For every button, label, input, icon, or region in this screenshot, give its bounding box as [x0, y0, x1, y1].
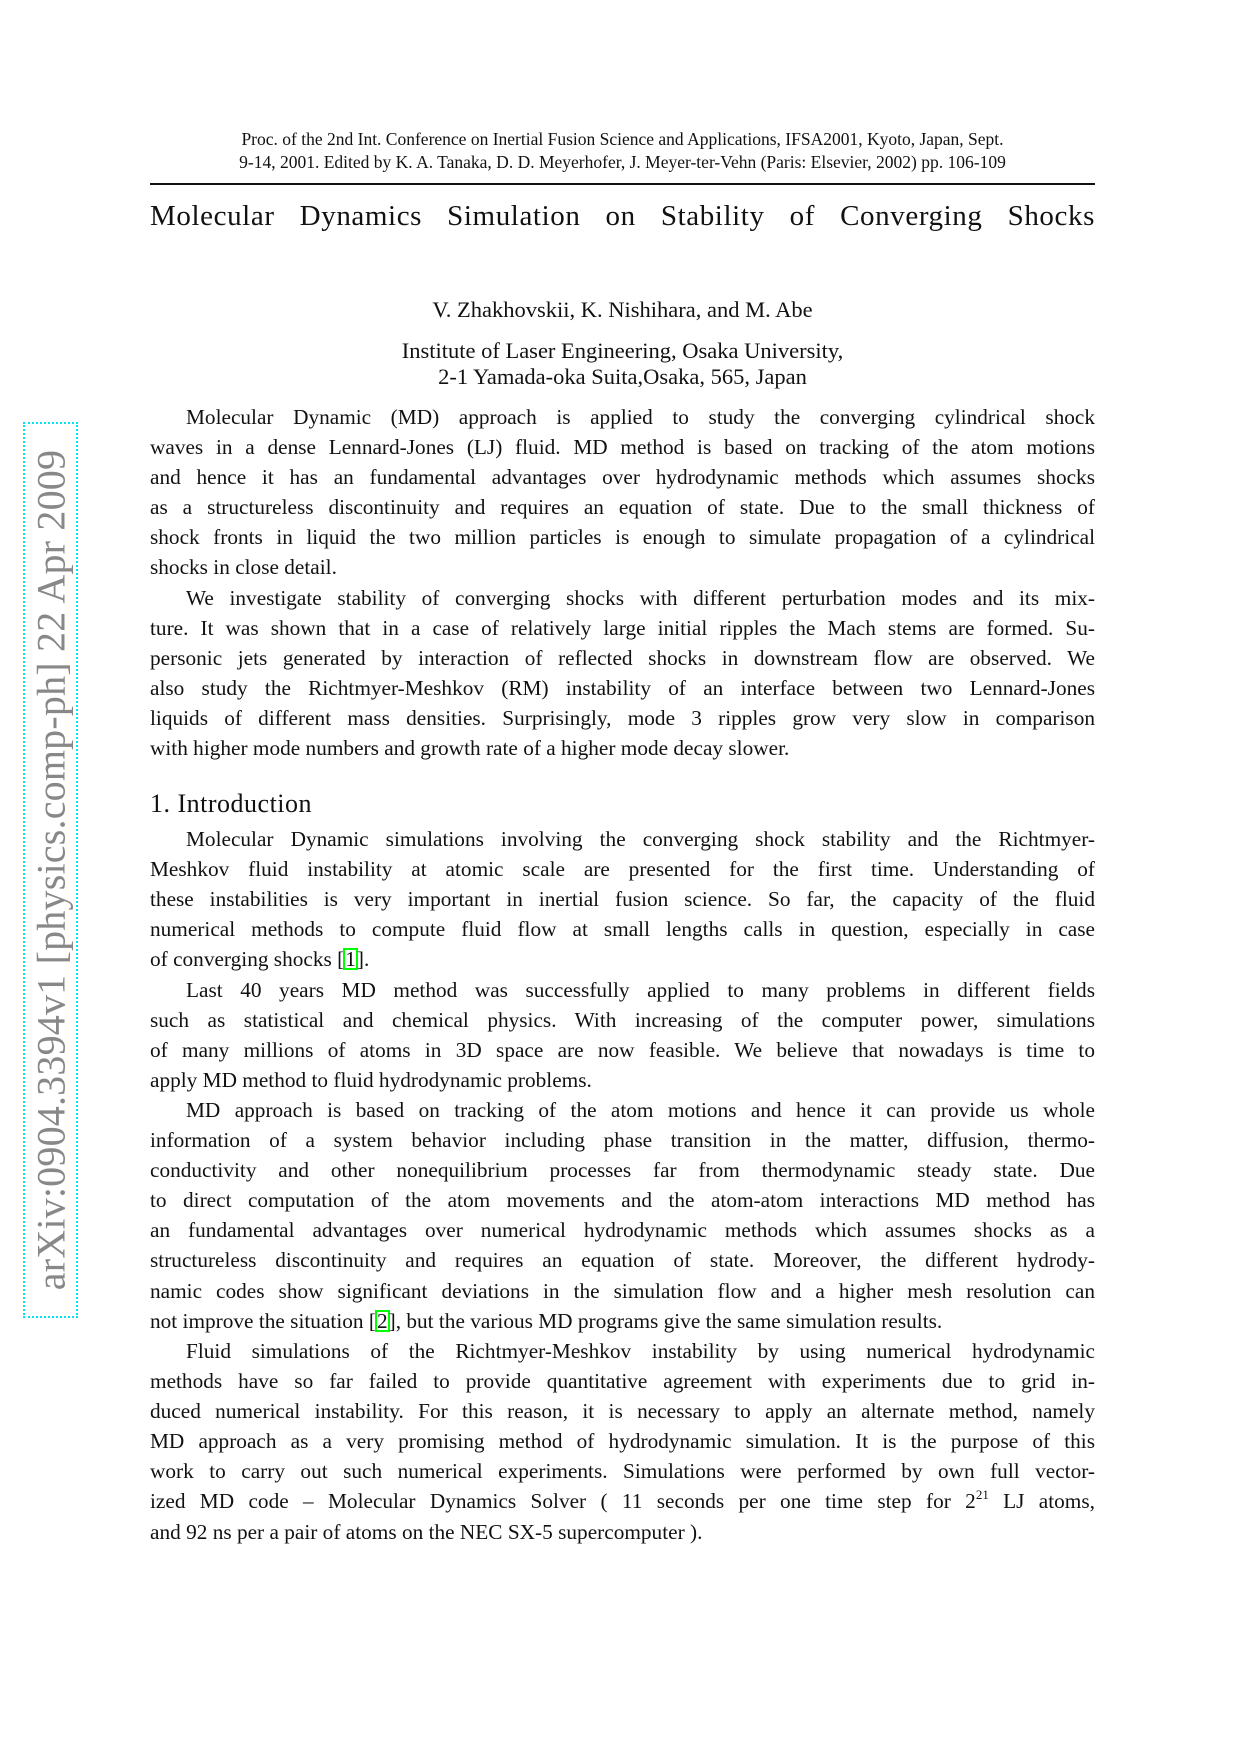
- text-fragment: not improve the situation [: [150, 1308, 376, 1333]
- text-line: waves in a dense Lennard-Jones (LJ) fluid. MD method is based on tracking of the atom motions: [150, 435, 1095, 460]
- section-heading-introduction: [150, 787, 312, 821]
- intro-paragraph-1: [150, 824, 1095, 974]
- text-fragment: of converging shocks [: [150, 947, 345, 972]
- citation-link-1[interactable]: 1: [345, 947, 356, 972]
- text-line: numerical methods to compute fluid flow at small lengths calls in question, especially in case: [150, 917, 1095, 942]
- text-line: of many millions of atoms in 3D space are now feasible. We believe that nowadays is time to: [150, 1038, 1095, 1063]
- proceedings-header-line-1: Proc. of the 2nd Int. Conference on Inertial Fusion Science and Applications, IFSA2001, Kyoto, Japan, Sept.: [241, 129, 1004, 149]
- text-line: to direct computation of the atom movements and the atom-atom interactions MD method has: [150, 1188, 1095, 1213]
- text-line: also study the Richtmyer-Meshkov (RM) instability of an interface between two Lennard-Jones: [150, 676, 1095, 701]
- superscript-exponent: 21: [975, 1487, 989, 1503]
- text-line: with higher mode numbers and growth rate of a higher mode decay slower.: [150, 736, 790, 761]
- text-line: Molecular Dynamic (MD) approach is applied to study the converging cylindrical shock: [186, 405, 1095, 429]
- text-line: these instabilities is very important in inertial fusion science. So far, the capacity of the fluid: [150, 887, 1095, 912]
- text-line: MD approach as a very promising method of hydrodynamic simulation. It is the purpose of this: [150, 1429, 1095, 1454]
- text-line: work to carry out such numerical experiments. Simulations were performed by own full vector-: [150, 1459, 1095, 1484]
- affiliation-line-2: 2-1 Yamada-oka Suita,Osaka, 565, Japan: [438, 364, 807, 389]
- abstract-paragraph-1: [150, 402, 1095, 583]
- text-line: Fluid simulations of the Richtmyer-Meshkov instability by using numerical hydrodynamic: [186, 1339, 1095, 1363]
- text-line: structureless discontinuity and requires an equation of state. Moreover, the different hydrody-: [150, 1248, 1095, 1273]
- section-number: 1.: [150, 789, 171, 818]
- text-line: liquids of different mass densities. Surprisingly, mode 3 ripples grow very slow in comparison: [150, 706, 1095, 731]
- text-line: [150, 944, 1095, 974]
- citation-link-2[interactable]: 2: [376, 1308, 388, 1333]
- text-line: shock fronts in liquid the two million particles is enough to simulate propagation of a cylindrical: [150, 525, 1095, 550]
- abstract-paragraph-2: [150, 583, 1095, 764]
- text-line: apply MD method to fluid hydrodynamic problems.: [150, 1068, 592, 1093]
- text-line: Molecular Dynamic simulations involving the converging shock stability and the Richtmyer-: [186, 827, 1095, 851]
- intro-paragraph-4: [150, 1336, 1095, 1547]
- intro-paragraph-2: [150, 975, 1095, 1095]
- arxiv-stamp: [23, 422, 78, 1318]
- text-line: Last 40 years MD method was successfully applied to many problems in different fields: [186, 978, 1095, 1002]
- text-line: namic codes show significant deviations in the simulation flow and a higher mesh resolution can: [150, 1278, 1095, 1303]
- text-line: methods have so far failed to provide quantitative agreement with experiments due to grid in-: [150, 1369, 1095, 1394]
- text-line: as a structureless discontinuity and requires an equation of state. Due to the small thickness of: [150, 495, 1095, 520]
- text-line: and 92 ns per a pair of atoms on the NEC SX-5 supercomputer ).: [150, 1519, 703, 1544]
- text-line: information of a system behavior including phase transition in the matter, diffusion, thermo-: [150, 1128, 1095, 1153]
- section-title: Introduction: [177, 789, 313, 818]
- text-fragment: ].: [356, 947, 370, 972]
- text-fragment: LJ atoms,: [988, 1489, 1095, 1514]
- text-line: an fundamental advantages over numerical hydrodynamic methods which assumes shocks as a: [150, 1218, 1095, 1243]
- text-line: ture. It was shown that in a case of relatively large initial ripples the Mach stems are formed. Su-: [150, 616, 1095, 641]
- text-line: Meshkov fluid instability at atomic scale are presented for the first time. Understanding of: [150, 857, 1095, 882]
- text-line: such as statistical and chemical physics. With increasing of the computer power, simulations: [150, 1008, 1095, 1033]
- text-line: and hence it has an fundamental advantages over hydrodynamic methods which assumes shocks: [150, 465, 1095, 490]
- text-line: duced numerical instability. For this reason, it is necessary to apply an alternate method, namely: [150, 1399, 1095, 1424]
- text-line: MD approach is based on tracking of the atom motions and hence it can provide us whole: [186, 1098, 1095, 1122]
- affiliation-line-1: Institute of Laser Engineering, Osaka University,: [401, 338, 844, 363]
- intro-paragraph-3: [150, 1095, 1095, 1336]
- text-fragment: ], but the various MD programs give the same simulation results.: [388, 1308, 943, 1333]
- text-line: [150, 1306, 1095, 1336]
- text-fragment: ized MD code – Molecular Dynamics Solver ( 11 seconds per one time step for 2: [150, 1489, 976, 1514]
- text-line: [150, 1486, 1095, 1516]
- paper-title: Molecular Dynamics Simulation on Stability of Converging Shocks: [150, 200, 1095, 232]
- text-line: conductivity and other nonequilibrium processes far from thermodynamic steady state. Due: [150, 1158, 1095, 1183]
- proceedings-header-line-2: 9-14, 2001. Edited by K. A. Tanaka, D. D. Meyerhofer, J. Meyer-ter-Vehn (Paris: Elsevier, 2002) pp. 106-109: [239, 152, 1006, 172]
- text-line: We investigate stability of converging shocks with different perturbation modes and its mix-: [186, 586, 1095, 610]
- arxiv-identifier[interactable]: arXiv:0904.3394v1 [physics.comp-ph] 22 Apr 2009: [28, 449, 73, 1291]
- text-line: shocks in close detail.: [150, 555, 337, 580]
- text-line: personic jets generated by interaction of reflected shocks in downstream flow are observed. We: [150, 646, 1095, 671]
- authors: V. Zhakhovskii, K. Nishihara, and M. Abe: [432, 297, 813, 322]
- header-rule: [150, 183, 1095, 185]
